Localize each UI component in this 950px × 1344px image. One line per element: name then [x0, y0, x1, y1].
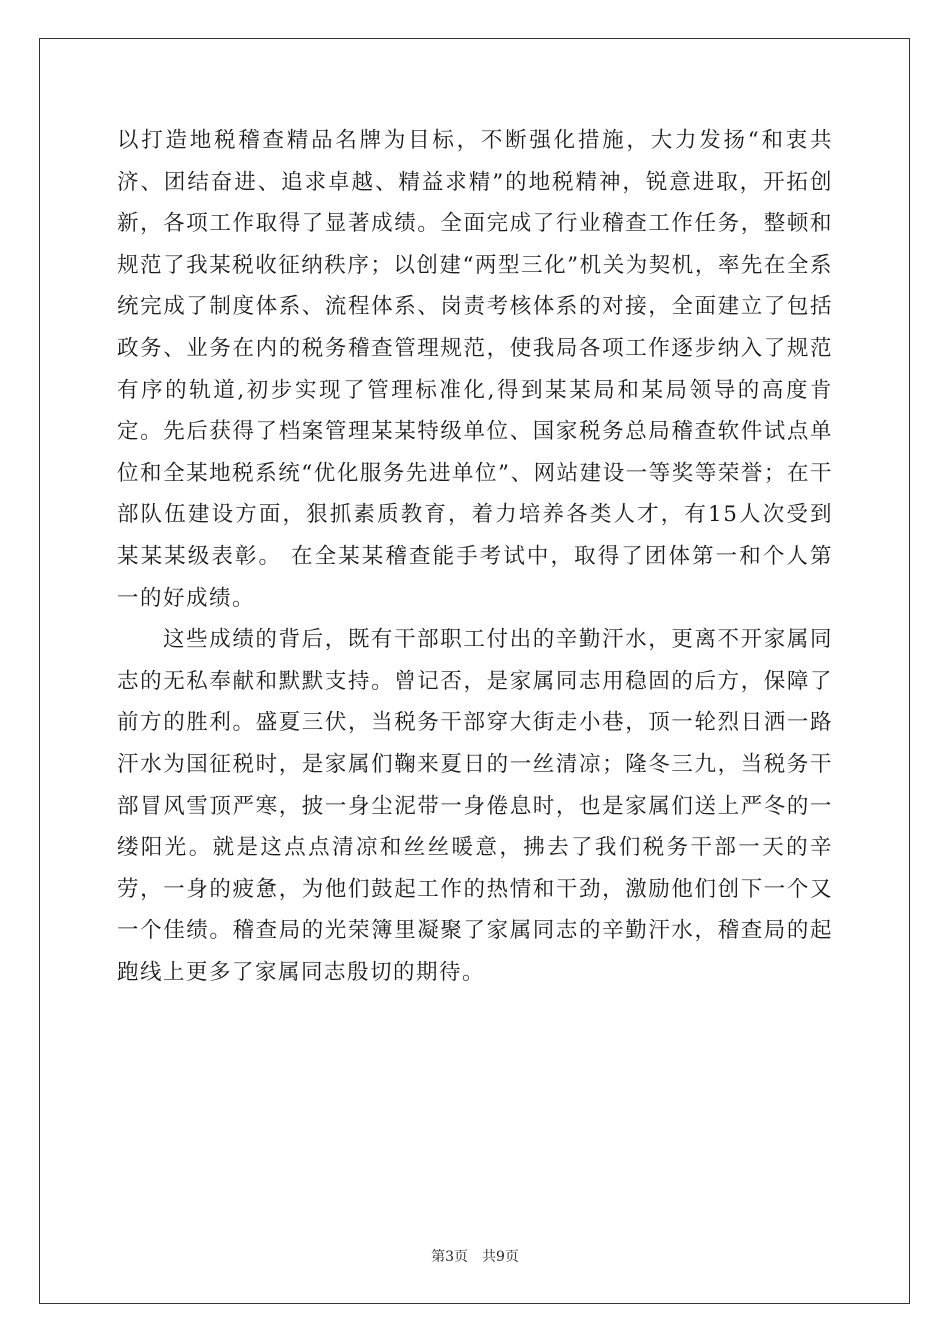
- page-total: 共9页: [482, 1249, 519, 1265]
- document-body: [117, 120, 833, 993]
- paragraph-2: 这些成绩的背后，既有干部职工付出的辛勤汗水，更离不开家属同志的无私奉献和默默支持。曾记否，是家属同志用稳固的后方，保障了前方的胜利。盛夏三伏，当税务干部穿大街走小巷，顶一轮烈日洒一路汗水为国征税时，是家属们鞠来夏日的一丝清凉；隆冬三九，当税务干部冒风雪顶严寒，披一身尘泥带一身倦息时，也是家属们送上严冬的一缕阳光。就是这点点清凉和丝丝暖意，拂去了我们税务干部一天的辛劳，一身的疲惫，为他们鼓起工作的热情和干劲，激励他们创下一个又一个佳绩。稽查局的光荣簿里凝聚了家属同志的辛勤汗水，稽查局的起跑线上更多了家属同志殷切的期待。: [117, 627, 833, 985]
- paragraph-1: 以打造地税稽查精品名牌为目标，不断强化措施，大力发扬“和衷共济、团结奋进、追求卓越、精益求精”的地税精神，锐意进取，开拓创新，各项工作取得了显著成绩。全面完成了行业稽查工作任务，整顿和规范了我某税收征纳秩序；以创建“两型三化”机关为契机，率先在全系统完成了制度体系、流程体系、岗责考核体系的对接，全面建立了包括政务、业务在内的税务稽查管理规范，使我局各项工作逐步纳入了规范有序的轨道,初步实现了管理标准化,得到某某局和某局领导的高度肯定。先后获得了档案管理某某特级单位、国家税务总局稽查软件试点单位和全某地税系统“优化服务先进单位”、网站建设一等奖等荣誉；在干部队伍建设方面，狠抓素质教育，着力培养各类人才，有15人次受到某某某级表彰。 在全某某稽查能手考试中，取得了团体第一和个人第一的好成绩。: [117, 128, 833, 611]
- page-footer: [0, 1246, 950, 1266]
- page-number: 第3页: [431, 1249, 468, 1265]
